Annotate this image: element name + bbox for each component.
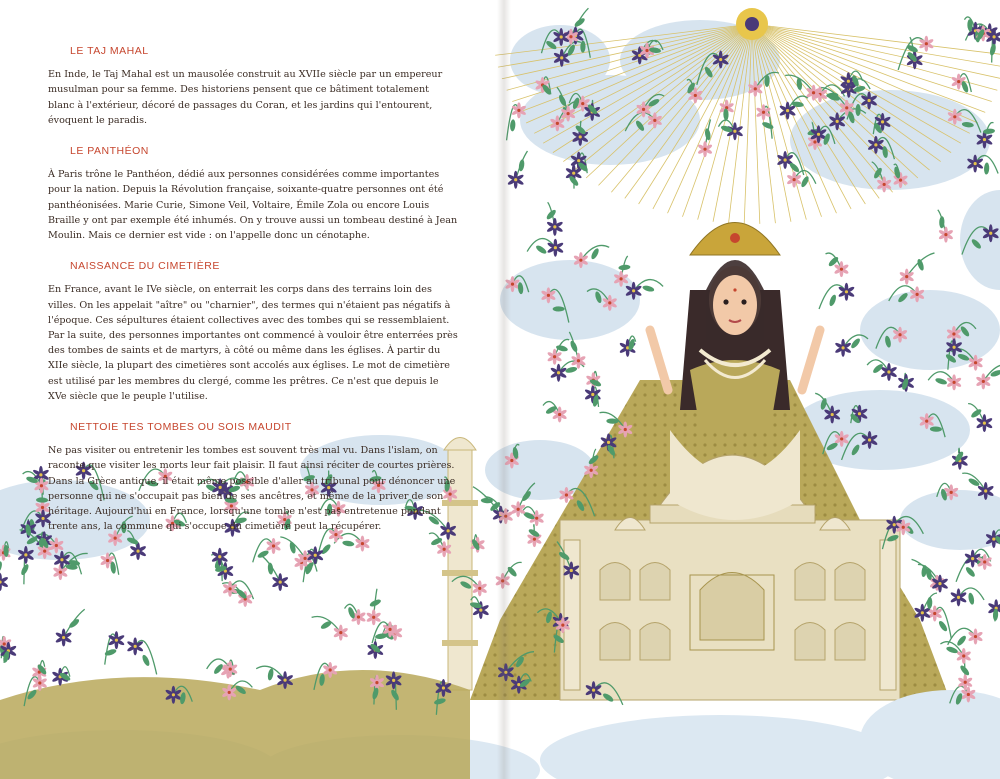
leaf-icon [984,162,990,174]
pink-flower-icon [472,580,488,596]
leaf-icon [267,668,274,681]
leaf-icon [967,477,980,487]
leaf-icon [535,244,548,255]
pink-flower-icon [957,674,973,690]
leaf-icon [970,408,983,419]
pink-flower-icon [697,141,713,157]
leaf-icon [916,258,925,271]
paragraph-naissance-cimetiere: En France, avant le IVe siècle, on enterrait les corps dans des terrains loin des villes. On les appelait "aître" ou "charnier", des termes qui n'étaient pas négatifs à l'époque. Ces sépultures étaient collectives avec des tombes qui se ressemblaient. Par la suite, des personnes importantes ont commencé à vouloir être enterrées près des tombes de saints et de martyrs, à côté ou même dans les églises. À partir du XIIe siècle, la plupart des cimetières sont accolés aux églises. Le mot de cimetière est utilisé par les membres du clergé, comme les prêtres. Ce n'est que depuis le XVe siècle que le peuple l'utilise. [48,284,458,402]
leaf-icon [956,634,968,647]
leaf-icon [935,377,948,386]
purple-flower-icon [55,629,72,647]
heading-taj-mahal: LE TAJ MAHAL [70,45,149,57]
leaf-icon [964,566,976,578]
leaf-icon [989,43,997,56]
purple-flower-icon [584,385,601,403]
pink-flower-icon [834,261,850,277]
purple-flower-icon [272,573,289,591]
purple-flower-icon [834,339,851,357]
pink-flower-icon [547,349,563,365]
sun-ray [752,24,1000,55]
leaf-icon [828,294,837,307]
heading-naissance-cimetiere: NAISSANCE DU CIMETIÈRE [70,260,220,273]
leaf-icon [967,592,975,605]
leaf-icon [565,366,578,374]
paragraph-pantheon: À Paris trône le Panthéon, dédié aux personnes considérées comme importantes pour la nation. Depuis la Révolution française, soixante-quatre personnes ont été panthéonisées. Marie Curie, Simone Veil, Voltaire, Émile Zola ou encore Louis Braille y ont par exemple été inhumés. On y trouve aussi un tombeau destiné à Jean Moulin. Mais ce dernier est vide : on l'appelle donc un cénotaphe. [48,169,458,242]
purple-flower-icon [976,414,993,432]
leaf-icon [927,597,933,609]
pink-flower-icon [956,648,972,664]
leaf-icon [990,369,1000,378]
purple-flower-icon [550,364,567,382]
heading-pantheon: LE PANTHÉON [70,145,149,158]
pink-flower-icon [946,374,962,390]
sun-ray [752,24,992,101]
leaf-icon [553,306,565,311]
book-gutter [497,0,511,779]
pink-flower-icon [938,227,954,243]
purple-flower-icon [880,363,897,381]
leaf-icon [618,264,630,270]
leaf-icon [642,285,655,293]
pink-flower-icon [786,172,802,188]
goddess-figure [650,223,820,521]
pink-flower-icon [366,609,382,625]
gold-ground-left [0,670,470,779]
pink-flower-icon [976,373,992,389]
pink-flower-icon [333,625,349,641]
leaf-icon [141,654,151,667]
paragraph-nettoie-tombes: Ne pas visiter ou entretenir les tombes est souvent très mal vu. Dans l'islam, on raconte que visiter les morts leur fait plaisir. Il faut ainsi réciter de courtes prières. Dans la Grèce antique, il était même possible d'aller au tribunal pour dénoncer une personne qui ne s'occupait pas bien de ses ancêtres, et même de la priver de son héritage. Aujourd'hui en France, lorsqu'une tombe n'est pas entretenue pendant trente ans, la commune qui s'occupe du cimetière peut la récupérer. [48,445,456,533]
purple-flower-icon [108,631,125,649]
purple-flower-icon [0,573,9,591]
sun-icon [736,8,768,40]
leaf-icon [850,337,862,350]
heading-nettoie-tombes: NETTOIE TES TOMBES OU SOIS MAUDIT [70,421,292,434]
left-page-text [48,44,458,550]
paragraph-taj-mahal: En Inde, le Taj Mahal est un mausolée construit au XVIIe siècle par un empereur musulman pour sa femme. Des historiens pensent que ce bâtiment totalement blanc à l'extérieur, décoré de passages du Coran, et les jardins qui l'entourent, évoquent le paradis. [48,69,443,126]
leaf-icon [267,562,273,574]
purple-flower-icon [546,218,563,236]
pink-flower-icon [899,269,915,285]
leaf-icon [0,561,3,574]
